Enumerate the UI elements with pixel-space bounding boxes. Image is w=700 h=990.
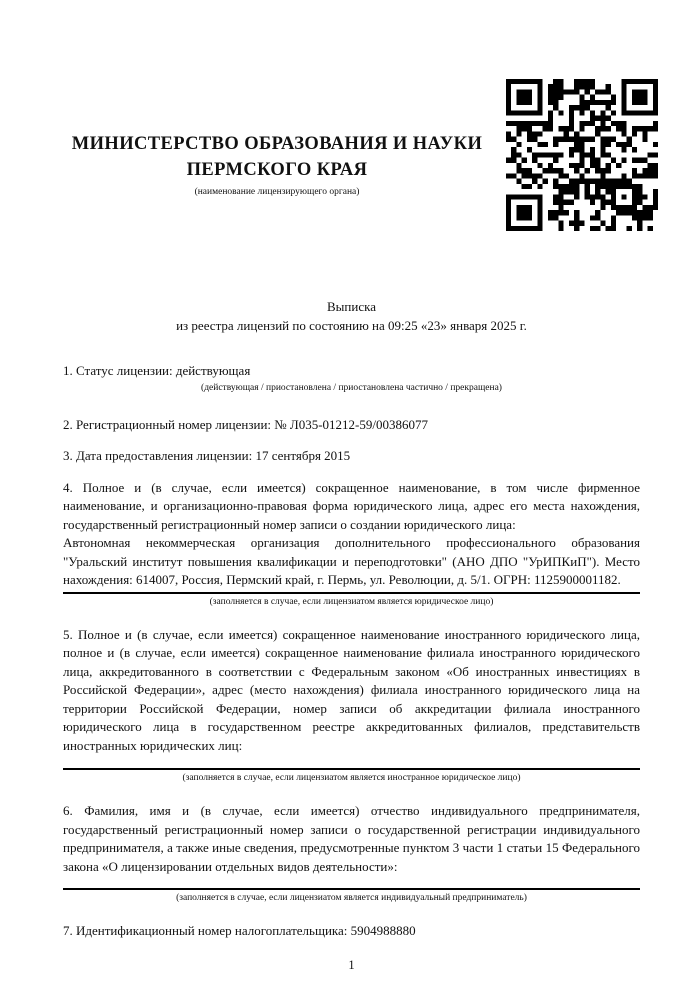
document-title-line2: из реестра лицензий по состоянию на 09:25 «23» января 2025 г.	[176, 318, 527, 333]
document-title-line1: Выписка	[327, 299, 376, 314]
license-status-text: 1. Статус лицензии: действующая	[63, 363, 251, 378]
issuer-name-line2: ПЕРМСКОГО КРАЯ	[186, 160, 368, 180]
fill-in-rule	[63, 592, 640, 594]
item-legal-entity	[63, 479, 640, 609]
legal-entity-caption: (заполняется в случае, если лицензиатом является юридическое лицо)	[209, 596, 494, 607]
item-taxpayer-number	[63, 922, 640, 941]
legal-entity-value: Автономная некоммерческая организация дополнительного профессионального образования "Уральский институт повышения квалификации и переподготовки" (АНО ДПО "УрИПКиП"). Место нахождения: 614007, Россия, Пермский край, г. Пермь, ул. Революции, д. 5/1. ОГРН: 1125900001182.	[63, 535, 640, 587]
issuer-name-line1: МИНИСТЕРСТВО ОБРАЗОВАНИЯ И НАУКИ	[71, 134, 483, 154]
fill-in-rule	[63, 888, 640, 890]
foreign-entity-caption: (заполняется в случае, если лицензиатом является иностранное юридическое лицо)	[182, 773, 521, 783]
document-body	[63, 297, 640, 975]
item-individual-entrepreneur	[63, 802, 640, 905]
fill-in-rule	[63, 768, 640, 770]
individual-entrepreneur-question: 6. Фамилия, имя и (в случае, если имеется) отчество индивидуального предпринимателя, государственный регистрационный номер записи о государственной регистрации индивидуального предпринимателя, а также иные сведения, предусмотренные пунктом 3 части 1 статьи 15 Федерального закона «О лицензировании отдельных видов деятельности»:	[63, 803, 640, 874]
item-license-status	[63, 362, 640, 395]
license-status-caption: (действующая / приостановлена / приостановлена частично / прекращена)	[201, 382, 502, 393]
individual-entrepreneur-caption: (заполняется в случае, если лицензиатом является индивидуальный предприниматель)	[176, 893, 527, 903]
item-registration-number	[63, 416, 640, 435]
registration-number-text: 2. Регистрационный номер лицензии: № Л035-01212-59/00386077	[63, 416, 429, 432]
issuer-header	[68, 131, 486, 199]
qr-code-icon	[506, 76, 658, 234]
taxpayer-number-text: 7. Идентификационный номер налогоплательщика: 5904988880	[63, 923, 416, 938]
item-foreign-entity	[63, 626, 640, 786]
issuer-caption: (наименование лицензирующего органа)	[194, 187, 360, 197]
page-number: 1	[348, 957, 355, 972]
document-title	[63, 297, 640, 335]
item-license-date	[63, 447, 640, 466]
foreign-entity-question: 5. Полное и (в случае, если имеется) сокращенное наименование иностранного юридического лица, полное и (в случае, если имеется) сокращенное наименование филиала иностранного юридического лица, аккредитованного в соответствии с Федеральным законом «Об иностранных инвестициях в Российской Федерации», адрес (место нахождения) филиала иностранного юридического лица на территории Российской Федерации, номер записи об аккредитации филиала иностранного юридического лица в государственном реестре аккредитованных филиалов, представительств иностранных юридических лиц:	[63, 626, 640, 753]
legal-entity-question: 4. Полное и (в случае, если имеется) сокращенное наименование, в том числе фирменное наименование, и организационно-правовая форма юридического лица, адрес его места нахождения, государственный регистрационный номер записи о создании юридического лица:	[63, 479, 640, 532]
license-date-text: 3. Дата предоставления лицензии: 17 сентября 2015	[63, 448, 351, 463]
